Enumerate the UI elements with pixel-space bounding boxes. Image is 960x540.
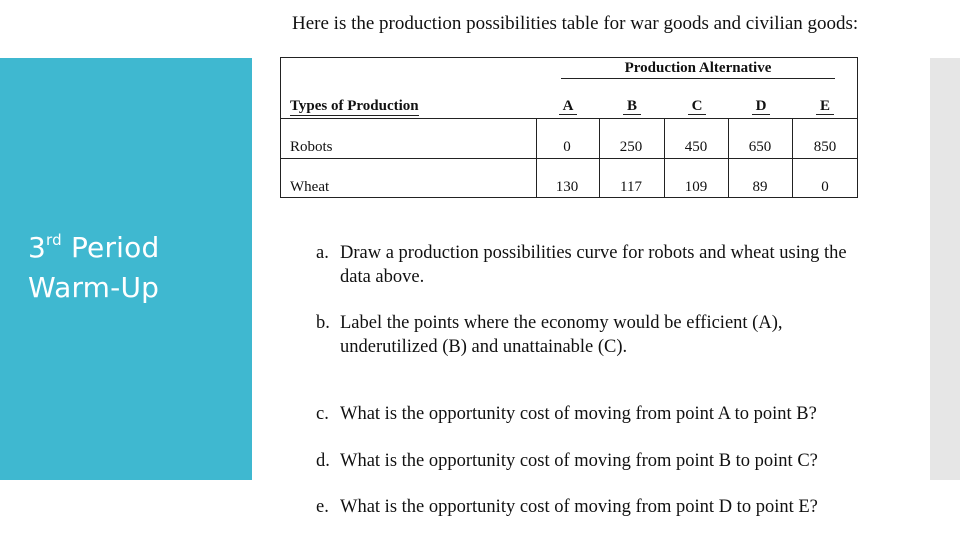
table-divider (281, 158, 857, 159)
column-header-a (538, 98, 598, 115)
column-header-b (602, 98, 662, 115)
table-column-divider (792, 118, 793, 198)
table-row-header: Types of Production (290, 98, 419, 114)
question-letter: d. (316, 451, 330, 471)
question-text: Label the points where the economy would be efficient (A), (340, 313, 783, 333)
table-group-header: Production Alternative (561, 58, 835, 79)
table-cell: 109 (684, 179, 708, 195)
column-header-e (795, 98, 855, 115)
title-ordinal: 3 (28, 231, 47, 264)
table-cell: 89 (752, 179, 768, 195)
table-cell: 850 (813, 139, 837, 155)
table-divider (281, 118, 857, 119)
question-line (316, 241, 847, 265)
title-ordinal-suffix: rd (46, 230, 62, 249)
table-cell: 117 (620, 179, 642, 195)
question-e (316, 495, 818, 519)
title-period: Period (61, 231, 160, 264)
row-label-robots: Robots (290, 139, 333, 155)
question-letter: a. (316, 243, 329, 263)
table-cell: 0 (563, 139, 571, 155)
question-line (316, 495, 818, 519)
question-line (316, 402, 817, 426)
question-c (316, 402, 817, 426)
slide-title-line2: Warm-Up (28, 271, 160, 304)
question-letter: e. (316, 497, 329, 517)
question-continuation: data above. (340, 267, 425, 287)
column-header-label: A (559, 98, 578, 115)
table-cell: 0 (821, 179, 829, 195)
question-letter: b. (316, 313, 330, 333)
table-cell: 130 (555, 179, 579, 195)
question-line (316, 449, 818, 473)
question-letter: c. (316, 404, 329, 424)
table-cell: 250 (619, 139, 643, 155)
question-text: What is the opportunity cost of moving from point B to point C? (340, 451, 818, 471)
question-a (316, 241, 847, 289)
column-header-label: D (752, 98, 771, 115)
column-header-label: B (623, 98, 641, 115)
question-continuation: underutilized (B) and unattainable (C). (340, 337, 628, 357)
question-line (316, 311, 782, 335)
question-d (316, 449, 818, 473)
question-text: What is the opportunity cost of moving from point A to point B? (340, 404, 817, 424)
table-cell: 650 (748, 139, 772, 155)
question-text: What is the opportunity cost of moving from point D to point E? (340, 497, 818, 517)
column-header-label: C (688, 98, 707, 115)
column-header-d (731, 98, 791, 115)
slide-title-line1 (28, 228, 159, 268)
document-heading: Here is the production possibilities table for war goods and civilian goods: (292, 13, 859, 34)
question-text: Draw a production possibilities curve for robots and wheat using the (340, 243, 847, 263)
row-label-wheat: Wheat (290, 179, 330, 195)
slide-title (28, 228, 159, 308)
question-b (316, 311, 782, 359)
table-cell: 450 (684, 139, 708, 155)
column-header-label: E (816, 98, 834, 115)
production-possibilities-table (280, 57, 858, 198)
column-header-c (667, 98, 727, 115)
right-edge-bar (930, 58, 960, 480)
